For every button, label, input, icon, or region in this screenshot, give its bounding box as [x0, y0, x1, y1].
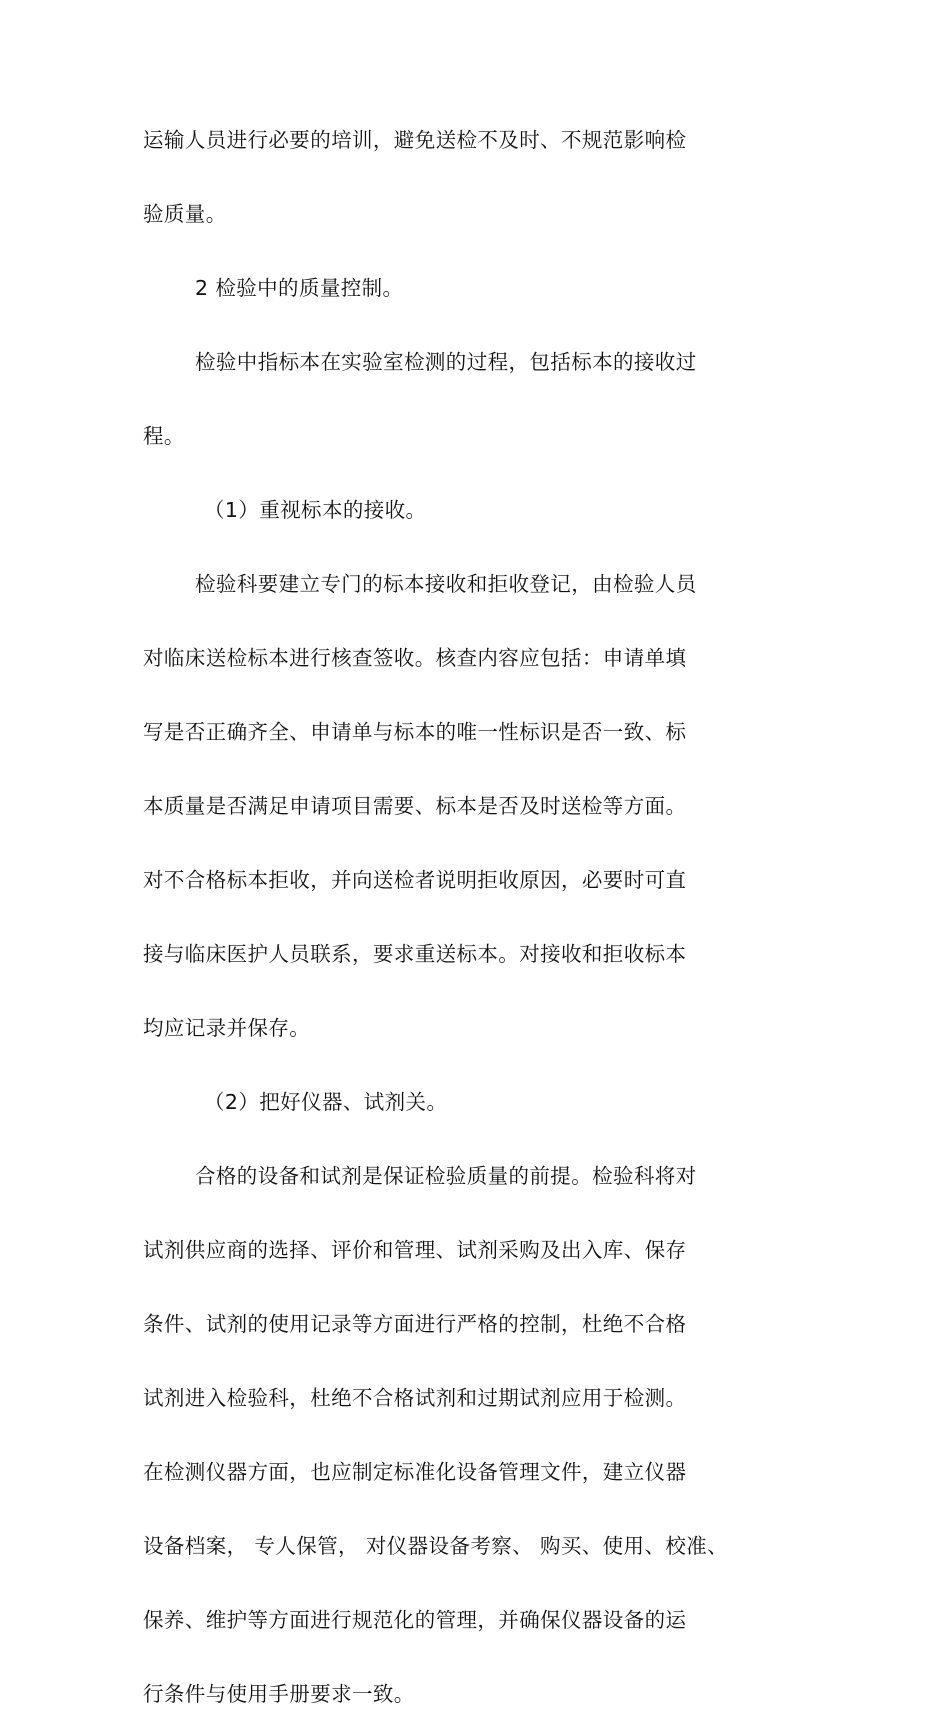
line-gap	[143, 1121, 803, 1158]
line-gap	[143, 1047, 803, 1084]
body-text	[143, 122, 803, 1713]
text-line: 对临床送检标本进行核查签收。核查内容应包括：申请单填	[143, 646, 687, 670]
text-line: 行条件与使用手册要求一致。	[143, 1682, 415, 1706]
line-gap	[143, 1565, 803, 1602]
paragraph-first-line: 检验中指标本在实验室检测的过程，包括标本的接收过	[195, 350, 697, 374]
subsection-heading: （1）重视标本的接收。	[204, 498, 427, 522]
line-gap	[143, 751, 803, 788]
text-line: 保养、维护等方面进行规范化的管理，并确保仪器设备的运	[143, 1608, 687, 1632]
text-line: 接与临床医护人员联系，要求重送标本。对接收和拒收标本	[143, 942, 687, 966]
text-line: 试剂进入检验科，杜绝不合格试剂和过期试剂应用于检测。	[143, 1386, 687, 1410]
line-gap	[143, 1417, 803, 1454]
text-line: 写是否正确齐全、申请单与标本的唯一性标识是否一致、标	[143, 720, 687, 744]
text-line: 本质量是否满足申请项目需要、标本是否及时送检等方面。	[143, 794, 687, 818]
paragraph-first-line: 检验科要建立专门的标本接收和拒收登记，由检验人员	[195, 572, 697, 596]
text-line: 设备档案， 专人保管， 对仪器设备考察、 购买、使用、校准、	[143, 1534, 729, 1558]
line-gap	[143, 1343, 803, 1380]
text-line: 均应记录并保存。	[143, 1016, 311, 1040]
line-gap	[143, 455, 803, 492]
text-line: 程。	[143, 424, 185, 448]
line-gap	[143, 1491, 803, 1528]
section-heading: 2 检验中的质量控制。	[195, 276, 404, 300]
line-gap	[143, 529, 803, 566]
line-gap	[143, 307, 803, 344]
subsection-heading: （2）把好仪器、试剂关。	[204, 1090, 448, 1114]
text-line: 条件、试剂的使用记录等方面进行严格的控制，杜绝不合格	[143, 1312, 687, 1336]
line-gap	[143, 233, 803, 270]
text-line: 对不合格标本拒收，并向送检者说明拒收原因，必要时可直	[143, 868, 687, 892]
line-gap	[143, 1269, 803, 1306]
line-gap	[143, 1639, 803, 1676]
line-gap	[143, 1195, 803, 1232]
text-line: 验质量。	[143, 202, 227, 226]
text-line: 在检测仪器方面，也应制定标准化设备管理文件，建立仪器	[143, 1460, 687, 1484]
line-gap	[143, 159, 803, 196]
line-gap	[143, 825, 803, 862]
line-gap	[143, 899, 803, 936]
line-gap	[143, 381, 803, 418]
line-gap	[143, 973, 803, 1010]
text-line: 运输人员进行必要的培训，避免送检不及时、不规范影响检	[143, 128, 687, 152]
line-gap	[143, 677, 803, 714]
paragraph-first-line: 合格的设备和试剂是保证检验质量的前提。检验科将对	[195, 1164, 697, 1188]
line-gap	[143, 603, 803, 640]
text-line: 试剂供应商的选择、评价和管理、试剂采购及出入库、保存	[143, 1238, 687, 1262]
